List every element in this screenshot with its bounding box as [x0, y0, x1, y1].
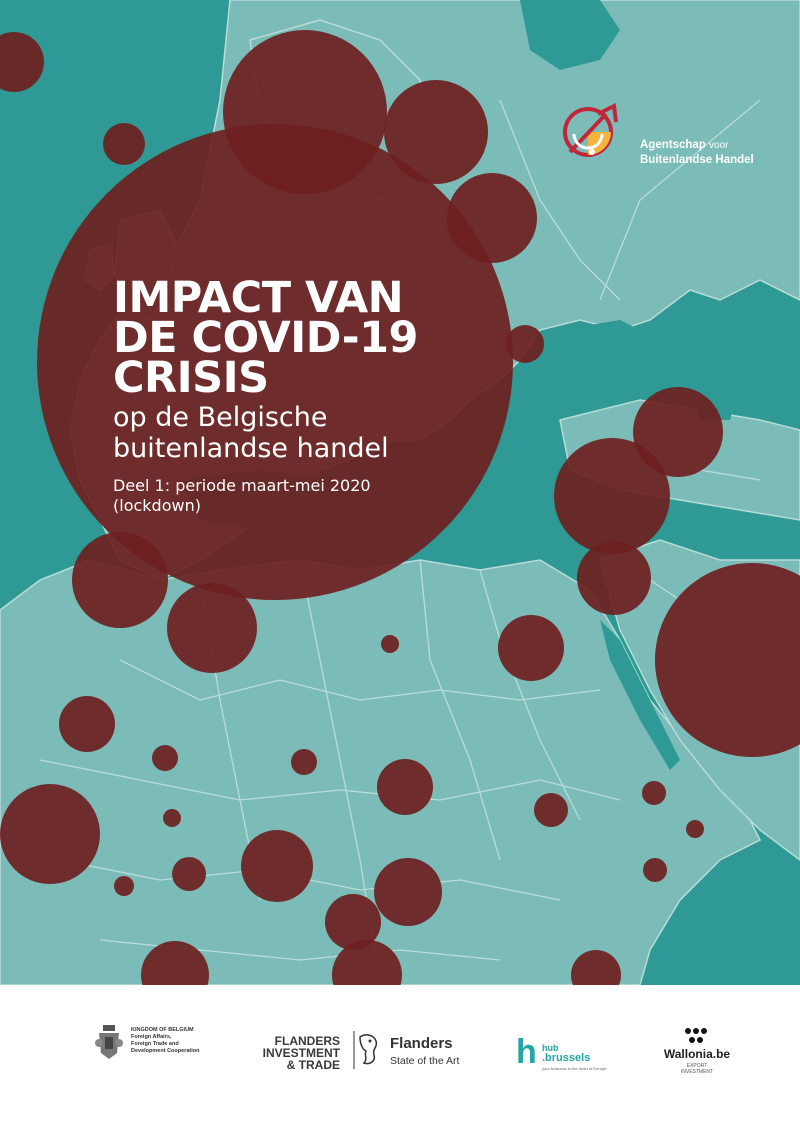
- agency-name: [640, 138, 754, 167]
- fit-line-3: & TRADE: [286, 1058, 340, 1072]
- hub-word: hub: [542, 1043, 559, 1053]
- partner-hub-brussels: [516, 1035, 626, 1075]
- partner-flanders-investment-trade: [260, 1035, 340, 1071]
- fit-line-2: INVESTMENT: [262, 1046, 340, 1060]
- hub-word-brussels: .brussels: [542, 1052, 591, 1064]
- belgium-line-4: Development Cooperation: [131, 1048, 200, 1054]
- agency-name-line2: Buitenlandse Handel: [640, 154, 754, 166]
- title-line-3: CRISIS: [113, 353, 269, 403]
- wallonia-dots-icon: [684, 1027, 708, 1045]
- wallonia-name: Wallonia.be: [663, 1047, 731, 1061]
- belgium-line-1: KINGDOM OF BELGIUM: [131, 1027, 194, 1033]
- partner-flanders: [352, 1025, 472, 1075]
- flanders-tagline: State of the Art: [390, 1055, 460, 1067]
- title-line-2: DE COVID-19: [113, 313, 418, 363]
- wallonia-tag-line-1: EXPORT: [686, 1063, 708, 1069]
- part-line-1: Deel 1: periode maart-mei 2020: [113, 476, 371, 495]
- venus-mars-globe-icon: [558, 92, 634, 168]
- part-line-2: (lockdown): [113, 496, 201, 515]
- belgium-text: [131, 1027, 199, 1055]
- partner-belgium-foreign-affairs: [95, 1023, 215, 1063]
- belgium-line-3: Foreign Trade and: [131, 1041, 179, 1047]
- title-line-1: IMPACT VAN: [113, 273, 404, 323]
- document-subtitle: [113, 402, 513, 464]
- document-part: [113, 476, 513, 516]
- document-title: [113, 273, 513, 403]
- partner-logos-footer: [0, 985, 800, 1123]
- agency-name-line1: Agentschap: [640, 139, 706, 151]
- subtitle-line-1: op de Belgische: [113, 402, 328, 433]
- agency-logo: [558, 92, 768, 172]
- hub-h-icon: h: [516, 1033, 537, 1071]
- flanders-name: Flanders: [390, 1035, 453, 1052]
- cover-title-block: [113, 273, 513, 516]
- agency-name-voor: voor: [709, 140, 729, 151]
- hub-tagline: your business in the heart of Europe: [542, 1066, 607, 1071]
- subtitle-line-2: buitenlandse handel: [113, 433, 389, 464]
- flemish-lion-icon: [352, 1031, 384, 1069]
- wallonia-tagline: [652, 1063, 742, 1075]
- partner-wallonia: [652, 1025, 742, 1085]
- belgium-line-2: Foreign Affairs,: [131, 1034, 172, 1040]
- wallonia-tag-line-2: INVESTMENT: [680, 1069, 714, 1075]
- belgian-crest-icon: [95, 1023, 123, 1061]
- fit-line-1: FLANDERS: [274, 1034, 340, 1048]
